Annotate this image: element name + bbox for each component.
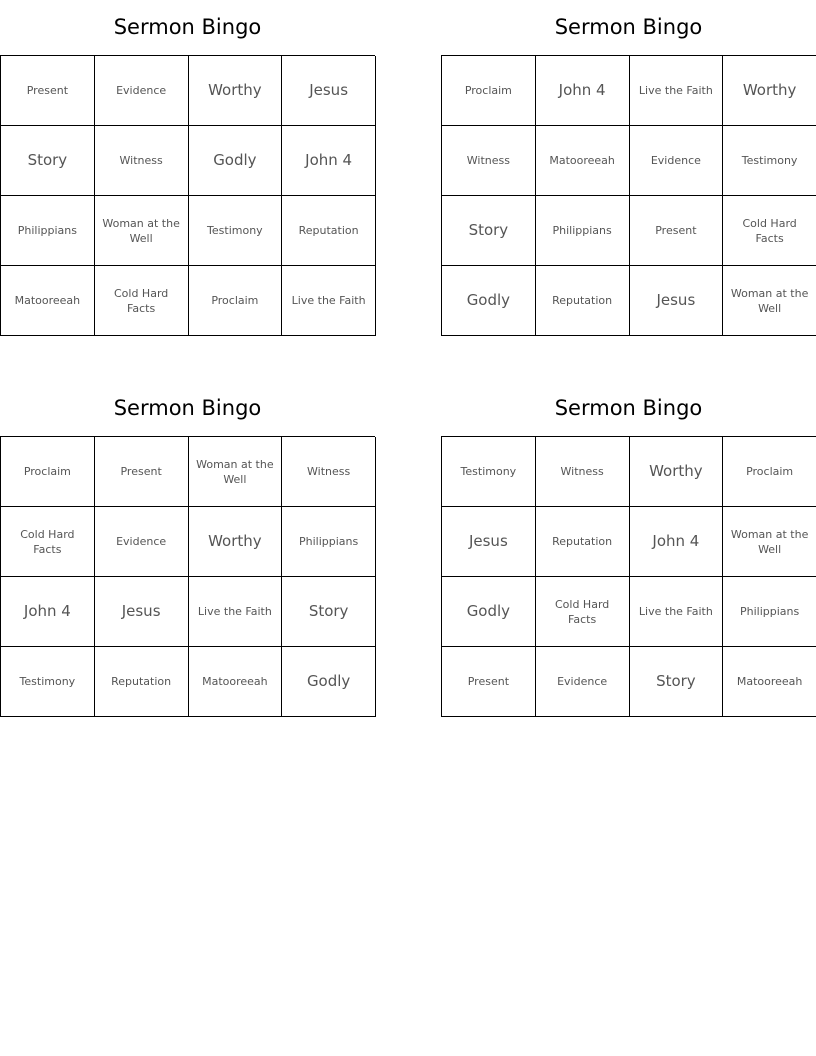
bingo-cell: Reputation: [536, 266, 630, 336]
bingo-cell: Story: [442, 196, 536, 266]
bingo-cell: Proclaim: [189, 266, 283, 336]
bingo-cell: Worthy: [723, 56, 816, 126]
card-title: Sermon Bingo: [113, 396, 262, 420]
bingo-cell: Testimony: [189, 196, 283, 266]
bingo-cell: Cold Hard Facts: [536, 577, 630, 647]
bingo-cell: Reputation: [536, 507, 630, 577]
bingo-cell: Story: [1, 126, 95, 196]
bingo-grid: [441, 55, 816, 336]
bingo-cell: Testimony: [1, 647, 95, 717]
bingo-cell: Proclaim: [442, 56, 536, 126]
bingo-cell: Woman at the Well: [95, 196, 189, 266]
bingo-cell: Cold Hard Facts: [1, 507, 95, 577]
bingo-cell: Live the Faith: [282, 266, 376, 336]
bingo-cell: Worthy: [189, 507, 283, 577]
bingo-cell: Godly: [442, 266, 536, 336]
bingo-card-1: [0, 0, 375, 336]
bingo-cell: Matooreeah: [189, 647, 283, 717]
bingo-cell: Live the Faith: [630, 577, 724, 647]
bingo-cell: John 4: [536, 56, 630, 126]
bingo-cell: Live the Faith: [630, 56, 724, 126]
bingo-card-2: [441, 0, 816, 336]
bingo-cell: Woman at the Well: [723, 266, 816, 336]
bingo-cell: Philippians: [536, 196, 630, 266]
bingo-cell: Evidence: [95, 507, 189, 577]
bingo-cell: Live the Faith: [189, 577, 283, 647]
card-title: Sermon Bingo: [554, 15, 703, 39]
bingo-cell: Story: [282, 577, 376, 647]
bingo-cell: Jesus: [630, 266, 724, 336]
bingo-cell: Matooreeah: [723, 647, 816, 717]
bingo-cell: Godly: [442, 577, 536, 647]
bingo-card-4: [441, 381, 816, 717]
bingo-cell: Matooreeah: [536, 126, 630, 196]
bingo-cell: Witness: [536, 437, 630, 507]
bingo-cell: Matooreeah: [1, 266, 95, 336]
card-title: Sermon Bingo: [113, 15, 262, 39]
bingo-cell: Evidence: [95, 56, 189, 126]
bingo-cell: Evidence: [630, 126, 724, 196]
bingo-cell: Woman at the Well: [723, 507, 816, 577]
bingo-cell: Philippians: [282, 507, 376, 577]
bingo-cell: Cold Hard Facts: [95, 266, 189, 336]
bingo-cell: Jesus: [95, 577, 189, 647]
bingo-cell: Witness: [95, 126, 189, 196]
bingo-cell: Present: [95, 437, 189, 507]
bingo-cell: Philippians: [1, 196, 95, 266]
bingo-cell: John 4: [630, 507, 724, 577]
bingo-cell: Present: [630, 196, 724, 266]
bingo-cell: Worthy: [189, 56, 283, 126]
bingo-cell: Testimony: [442, 437, 536, 507]
bingo-cell: Witness: [442, 126, 536, 196]
bingo-card-3: [0, 381, 375, 717]
bingo-cell: Story: [630, 647, 724, 717]
bingo-cell: Present: [442, 647, 536, 717]
bingo-cell: Evidence: [536, 647, 630, 717]
bingo-grid: [441, 436, 816, 717]
bingo-cell: Reputation: [282, 196, 376, 266]
bingo-cell: Godly: [282, 647, 376, 717]
bingo-cell: Philippians: [723, 577, 816, 647]
bingo-cell: Cold Hard Facts: [723, 196, 816, 266]
bingo-cell: John 4: [1, 577, 95, 647]
bingo-cell: Jesus: [282, 56, 376, 126]
bingo-grid: [0, 55, 375, 336]
bingo-cell: Worthy: [630, 437, 724, 507]
card-title: Sermon Bingo: [554, 396, 703, 420]
bingo-cell: Woman at the Well: [189, 437, 283, 507]
bingo-cell: Present: [1, 56, 95, 126]
bingo-cell: Reputation: [95, 647, 189, 717]
bingo-cell: Witness: [282, 437, 376, 507]
bingo-cell: Godly: [189, 126, 283, 196]
bingo-cell: Proclaim: [1, 437, 95, 507]
bingo-grid: [0, 436, 375, 717]
bingo-cell: Proclaim: [723, 437, 816, 507]
bingo-cell: Testimony: [723, 126, 816, 196]
bingo-cell: Jesus: [442, 507, 536, 577]
bingo-cell: John 4: [282, 126, 376, 196]
